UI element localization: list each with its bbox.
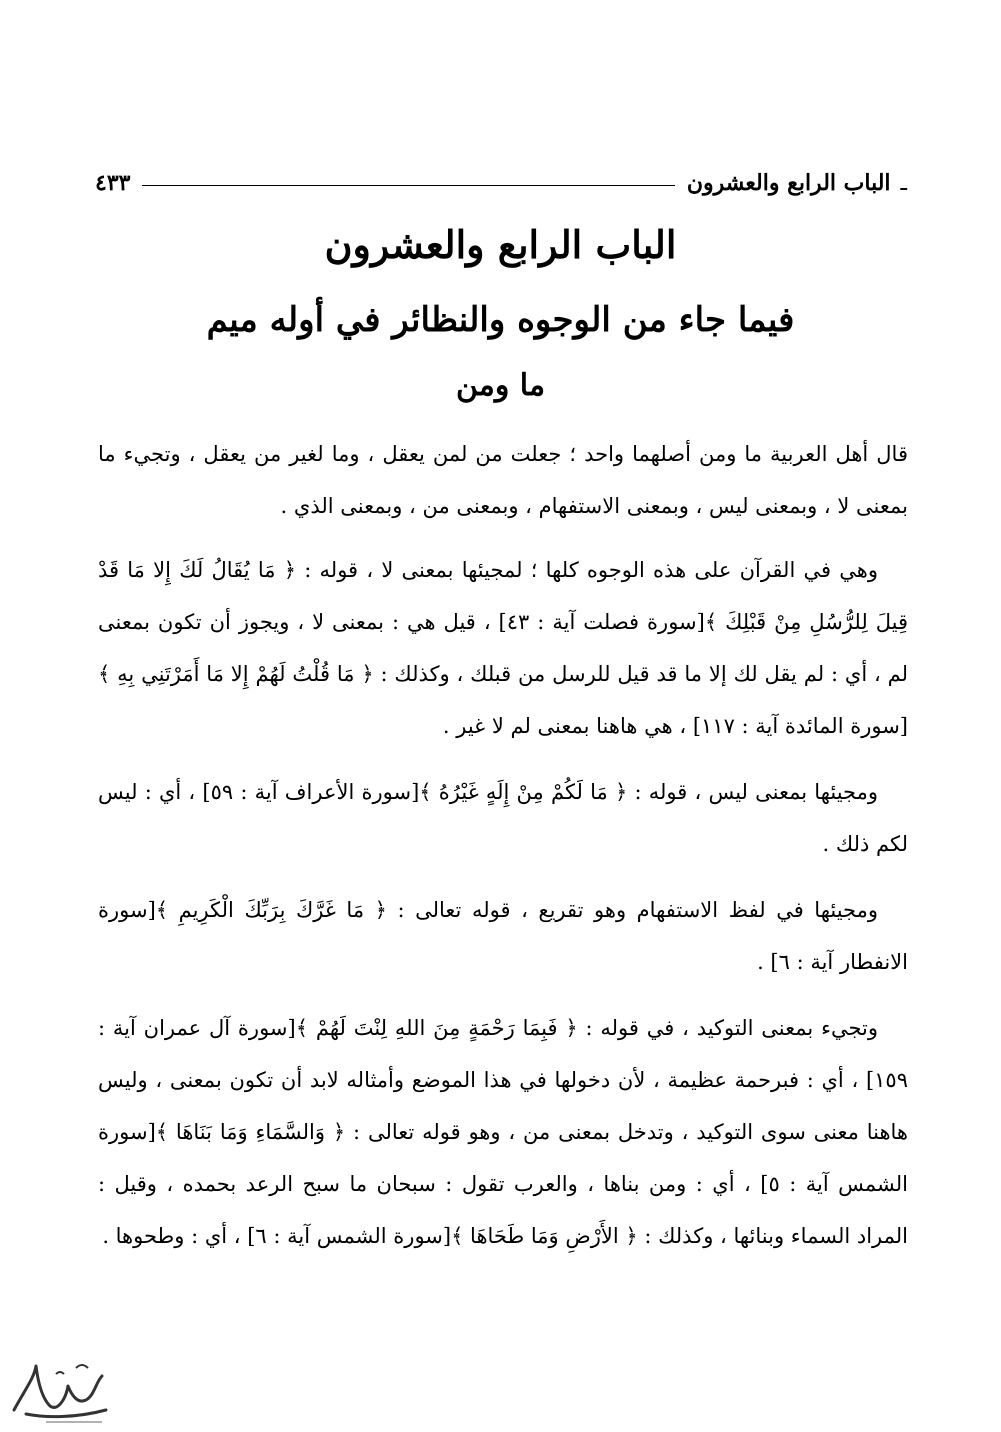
paragraph-2: وهي في القرآن على هذه الوجوه كلها ؛ لمجيئها بمعنى لا ، قوله : ﴿ مَا يُقَالُ لَكَ إِلا مَا قَدْ قِيلَ لِلرُّسُلِ مِنْ قَبْلِكَ ﴾[سورة فصلت آية : ٤٣] ، قيل هي : بمعنى لا ، ويجوز أن تكون بمعنى لم ، أي : لم يقل لك إلا ما قد قيل للرسل من قبلك ، وكذلك : ﴿ مَا قُلْتُ لَهُمْ إِلا مَا أَمَرْتَنِي بِهِ ﴾[سورة المائدة آية : ١١٧] ، هي هاهنا بمعنى لم لا غير .: [98, 558, 908, 738]
running-header: [95, 168, 907, 198]
body-text: [98, 428, 908, 1276]
header-dash: ـ: [900, 170, 907, 196]
page-number: ٤٣٣: [95, 170, 131, 196]
paragraph-1: قال أهل العربية ما ومن أصلهما واحد ؛ جعلت من لمن يعقل ، وما لغير من يعقل ، وتجيء ما بمعنى لا ، وبمعنى ليس ، وبمعنى الاستفهام ، وبمعنى من ، وبمعنى الذي .: [98, 442, 908, 518]
paragraph-4: ومجيئها في لفظ الاستفهام وهو تقريع ، قوله تعالى : ﴿ مَا غَرَّكَ بِرَبِّكَ الْكَرِيمِ ﴾[سورة الانفطار آية : ٦] .: [98, 898, 908, 974]
section-heading: ما ومن: [455, 368, 546, 403]
chapter-subtitle: فيما جاء من الوجوه والنظائر في أوله ميم: [206, 300, 795, 340]
chapter-title: الباب الرابع والعشرون: [324, 222, 677, 267]
calligraphy-logo-icon: [6, 1348, 116, 1428]
watermark-logo: [6, 1348, 116, 1428]
header-rule: [142, 185, 674, 186]
header-title: الباب الرابع والعشرون: [686, 170, 891, 196]
paragraph-5: وتجيء بمعنى التوكيد ، في قوله : ﴿ فَبِمَا رَحْمَةٍ مِنَ اللهِ لِنْتَ لَهُمْ ﴾[سورة آل عمران آية : ١٥٩] ، أي : فبرحمة عظيمة ، لأن دخولها في هذا الموضع وأمثاله لابد أن تكون بمعنى ، وليس هاهنا معنى سوى التوكيد ، وتدخل بمعنى من ، وهو قوله تعالى : ﴿ وَالسَّمَاءِ وَمَا بَنَاهَا ﴾[سورة الشمس آية : ٥] ، أي : ومن بناها ، والعرب تقول : سبحان ما سبح الرعد بحمده ، وقيل : المراد السماء وبنائها ، وكذلك : ﴿ الأَرْضِ وَمَا طَحَاهَا ﴾[سورة الشمس آية : ٦] ، أي : وطحوها .: [98, 1016, 908, 1248]
paragraph-3: ومجيئها بمعنى ليس ، قوله : ﴿ مَا لَكُمْ مِنْ إِلَهٍ غَيْرُهُ ﴾[سورة الأعراف آية : ٥٩] ، أي : ليس لكم ذلك .: [98, 780, 908, 856]
